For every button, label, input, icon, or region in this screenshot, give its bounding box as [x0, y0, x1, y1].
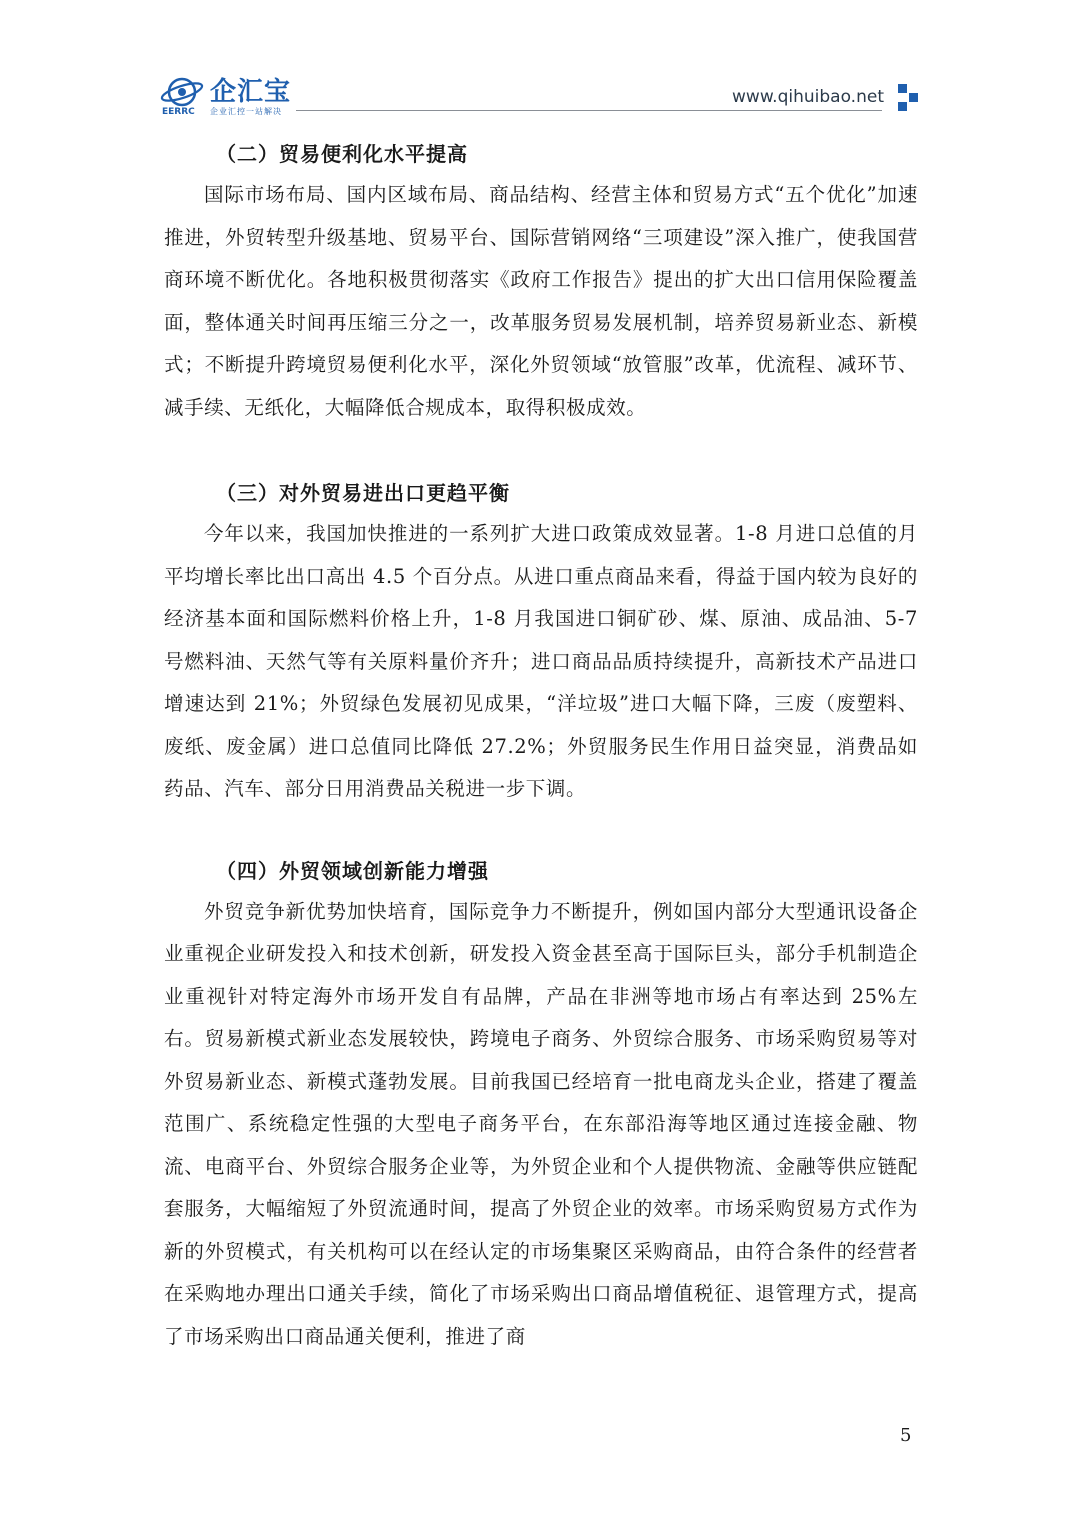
- paragraph: 外贸竞争新优势加快培育，国际竞争力不断提升，例如国内部分大型通讯设备企业重视企业研发投入和技术创新，研发投入资金甚至高于国际巨头，部分手机制造企业重视针对特定海外市场开发自有品牌，产品在非洲等地市场占有率达到 25%左右。贸易新模式新业态发展较快，跨境电子商务、外贸综合服务、市场采购贸易等对外贸易新业态、新模式蓬勃发展。目前我国已经培育一批电商龙头企业，搭建了覆盖范围广、系统稳定性强的大型电子商务平台，在东部沿海等地区通过连接金融、物流、电商平台、外贸综合服务企业等，为外贸企业和个人提供物流、金融等供应链配套服务，大幅缩短了外贸流通时间，提高了外贸企业的效率。市场采购贸易方式作为新的外贸模式，有关机构可以在经认定的市场集聚区采购商品，由符合条件的经营者在采购地办理出口通关手续，简化了市场采购出口商品增值税征、退管理方式，提高了市场采购出口商品通关便利，推进了商: [164, 899, 918, 1348]
- brand-logo: [160, 76, 310, 120]
- section-heading-4: （四）外贸领域创新能力增强: [216, 858, 489, 883]
- document-body: [164, 134, 918, 1358]
- header-divider: [296, 110, 882, 111]
- globe-logo-icon: [160, 76, 210, 108]
- paragraph: 国际市场布局、国内区域布局、商品结构、经营主体和贸易方式“五个优化”加速推进，外贸转型升级基地、贸易平台、国际营销网络“三项建设”深入推广，使我国营商环境不断优化。各地积极贯彻落实《政府工作报告》提出的扩大出口信用保险覆盖面，整体通关时间再压缩三分之一，改革服务贸易发展机制，培养贸易新业态、新模式；不断提升跨境贸易便利化水平，深化外贸领域“放管服”改革，优流程、减环节、减手续、无纸化，大幅降低合规成本，取得积极成效。: [164, 183, 918, 419]
- brand-tagline: 企业汇控一站解决: [210, 107, 282, 116]
- section-heading-2: （二）贸易便利化水平提高: [216, 142, 468, 166]
- brand-name: 企汇宝: [210, 77, 292, 107]
- section-heading-3: （三）对外贸易进出口更趋平衡: [216, 481, 510, 505]
- corner-squares-icon: [898, 84, 918, 112]
- page-number: 5: [900, 1425, 912, 1446]
- page-header: [160, 72, 920, 120]
- website-link[interactable]: www.qihuibao.net: [732, 87, 884, 107]
- paragraph: 今年以来，我国加快推进的一系列扩大进口政策成效显著。1-8 月进口总值的月平均增长率比出口高出 4.5 个百分点。从进口重点商品来看，得益于国内较为良好的经济基本面和国际燃料价格上升，1-8 月我国进口铜矿砂、煤、原油、成品油、5-7 号燃料油、天然气等有关原料量价齐升；进口商品品质持续提升，高新技术产品进口增速达到 21%；外贸绿色发展初见成果，“洋垃圾”进口大幅下降，三废（废塑料、废纸、废金属）进口总值同比降低 27.2%；外贸服务民生作用日益突显，消费品如药品、汽车、部分日用消费品关税进一步下调。: [164, 522, 918, 800]
- brand-english: EERRC: [162, 107, 195, 117]
